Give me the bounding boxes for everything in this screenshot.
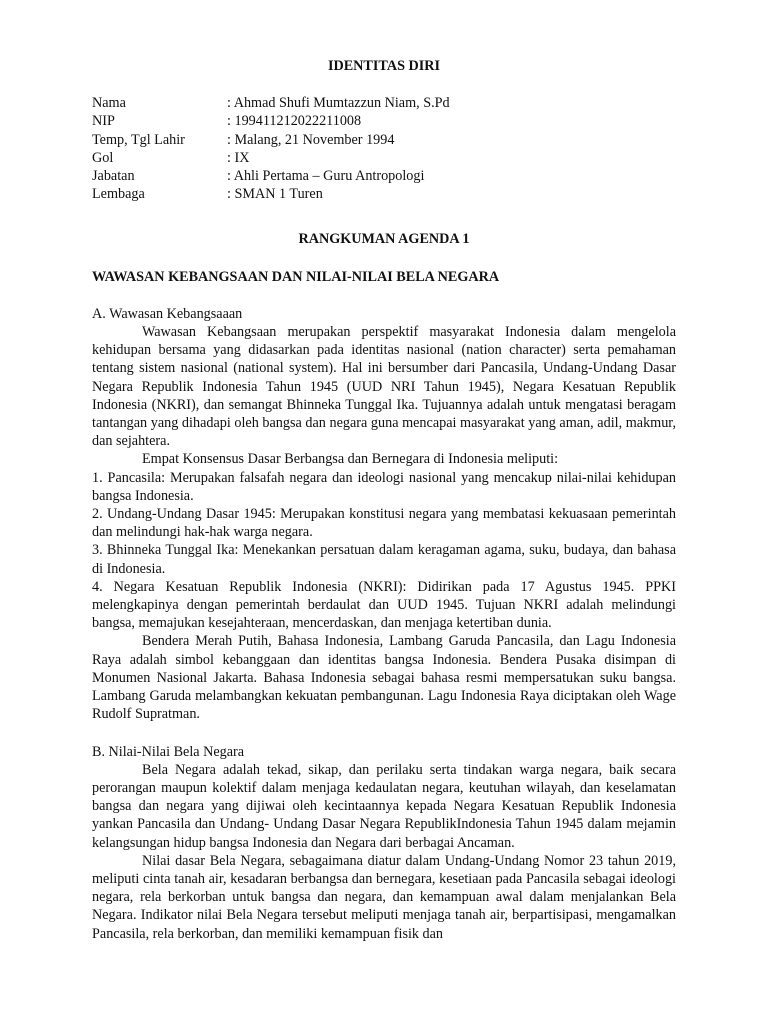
theme-title: WAWASAN KEBANGSAAN DAN NILAI-NILAI BELA NEGARA [92, 268, 500, 285]
identity-title: IDENTITAS DIRI [327, 58, 441, 74]
list-item: 1. Pancasila: Merupakan falsafah negara dan ideologi nasional yang mencakup nilai-nilai kehidupan bangsa Indonesia. [92, 469, 676, 504]
identity-value: : SMAN 1 Turen [227, 186, 323, 203]
identity-row-nip [92, 112, 676, 130]
section-b-paragraph-2: Nilai dasar Bela Negara, sebagaimana diatur dalam Undang-Undang Nomor 23 tahun 2019, meliputi cinta tanah air, kesadaran berbangsa dan bernegara, kesetiaan pada Pancasila sebagai ideologi negara, rela berkorban untuk bangsa dan negara, dan kemampuan awal dalam menjalankan Bela Negara. Indikator nilai Bela Negara tersebut meliputi menjaga tanah air, berpartisipasi, mengamalkan Pancasila, rela berkorban, dan memiliki kemampuan fisik dan [92, 852, 676, 942]
identity-row-nama [92, 94, 676, 112]
identity-label: Gol [92, 149, 114, 166]
identity-label: Jabatan [92, 168, 135, 185]
list-item: 3. Bhinneka Tunggal Ika: Menekankan persatuan dalam keragaman agama, suku, budaya, dan bahasa di Indonesia. [92, 542, 676, 577]
identity-value: : Ahli Pertama – Guru Antropologi [227, 168, 425, 185]
identity-row-ttl [92, 131, 676, 149]
section-b-heading: B. Nilai-Nilai Bela Negara [92, 743, 245, 760]
section-a-paragraph-1: Wawasan Kebangsaan merupakan perspektif masyarakat Indonesia dalam mengelola kehidupan bersama yang didasarkan pada identitas nasional (nation character) serta pemahaman tentang sistem nasional (national system). Hal ini bersumber dari Pancasila, Undang-Undang Dasar Negara Republik Indonesia Tahun 1945 (UUD NRI Tahun 1945), Negara Kesatuan Republik Indonesia (NKRI), dan semangat Bhinneka Tunggal Ika. Tujuannya adalah untuk mengatasi beragam tantangan yang dihadapi oleh bangsa dan negara guna mencapai masyarakat yang aman, adil, makmur, dan sejahtera. [92, 324, 676, 450]
identity-row-jabatan [92, 167, 676, 185]
section-a-paragraph-2: Empat Konsensus Dasar Berbangsa dan Bernegara di Indonesia meliputi: [142, 451, 559, 468]
agenda-title: RANGKUMAN AGENDA 1 [298, 231, 470, 248]
identity-value: : 199411212022211008 [227, 113, 362, 130]
section-spacer [92, 724, 676, 743]
section-a-paragraph-3: Bendera Merah Putih, Bahasa Indonesia, Lambang Garuda Pancasila, dan Lagu Indonesia Raya adalah simbol kebanggaan dan identitas bangsa Indonesia. Bendera Pusaka disimpan di Monumen Nasional Jakarta. Bahasa Indonesia sebagai bahasa resmi mempersatukan suku bangsa. Lambang Garuda melambangkan kekuatan pembangunan. Lagu Indonesia Raya diciptakan oleh Wage Rudolf Supratman. [92, 633, 676, 723]
identity-label: Lembaga [92, 186, 145, 203]
section-b-paragraph-1: Bela Negara adalah tekad, sikap, dan perilaku serta tindakan warga negara, baik secara perorangan maupun kolektif dalam menjaga kedaulatan negara, keutuhan wilayah, dan keselamatan bangsa dan negara yang dijiwai oleh kecintaannya kepada Negara Kesatuan Republik Indonesia yankan Pancasila dan Undang- Undang Dasar Negara RepublikIndonesia Tahun 1945 dalam mejamin kelangsungan hidup bangsa Indonesia dan Negara dari berbagai Ancaman. [92, 761, 676, 851]
identity-label: Nama [92, 95, 126, 112]
identity-label: NIP [92, 113, 115, 130]
identity-row-gol [92, 149, 676, 167]
identity-value: : Malang, 21 November 1994 [227, 131, 395, 148]
list-item: 2. Undang-Undang Dasar 1945: Merupakan konstitusi negara yang membatasi kekuasaan pemerintah dan melindungi hak-hak warga negara. [92, 506, 676, 541]
identity-value: : Ahmad Shufi Mumtazzun Niam, S.Pd [227, 95, 450, 112]
list-item: 4. Negara Kesatuan Republik Indonesia (NKRI): Didirikan pada 17 Agustus 1945. PPKI melengkapinya dengan pemerintah berdaulat dan UUD 1945. Tujuan NKRI adalah melindungi bangsa, memajukan kesejahteraan, mencerdaskan, dan menjaga ketertiban dunia. [92, 578, 676, 632]
section-a-heading: A. Wawasan Kebangsaaan [92, 305, 243, 322]
identity-label: Temp, Tgl Lahir [92, 131, 185, 148]
identity-table [92, 94, 676, 203]
identity-row-lembaga [92, 185, 676, 203]
identity-value: : IX [227, 149, 250, 166]
